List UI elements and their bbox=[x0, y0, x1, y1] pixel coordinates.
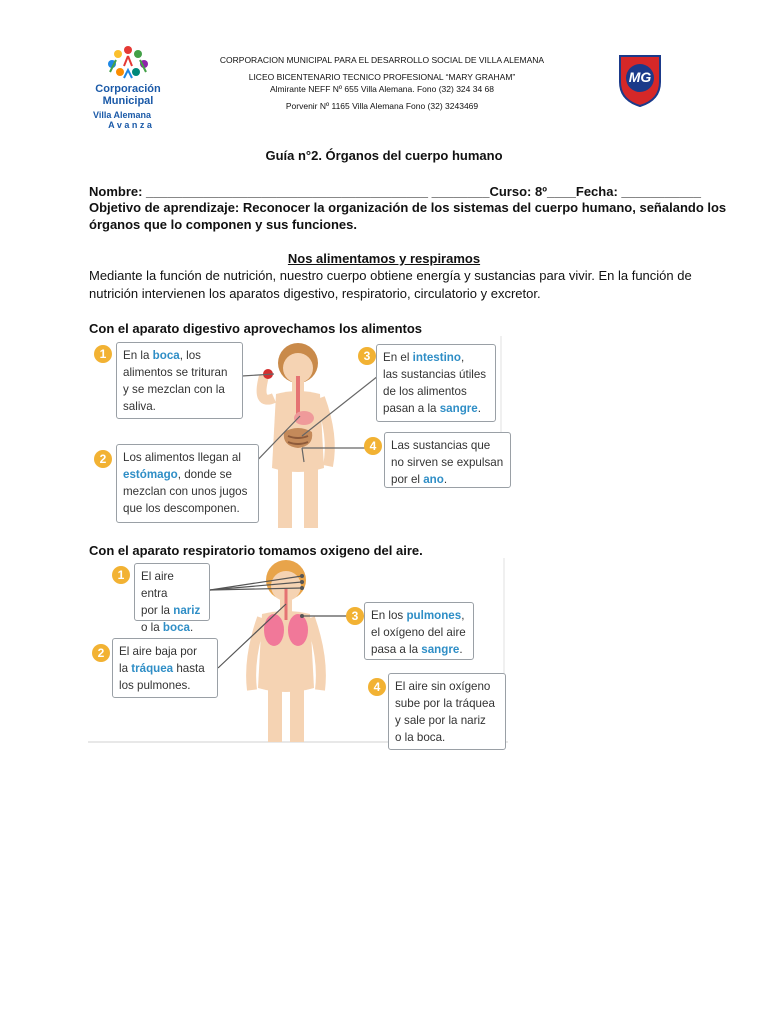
term-nariz: nariz bbox=[173, 604, 201, 617]
term-pulmones: pulmones bbox=[406, 609, 462, 622]
badge-3: 3 bbox=[358, 347, 376, 365]
text: . bbox=[477, 402, 481, 415]
text: , bbox=[461, 609, 465, 622]
text: pasa a la bbox=[371, 643, 422, 656]
header-line-3: Almirante NEFF Nº 655 Villa Alemana. Fono (32) 324 34 68 bbox=[269, 84, 495, 94]
text: El aire baja por bbox=[119, 645, 197, 658]
respiratory-box-4 bbox=[388, 673, 506, 750]
text: . bbox=[459, 643, 463, 656]
text: o la bbox=[141, 621, 163, 634]
logo-line-2: Municipal bbox=[102, 95, 154, 107]
text: , los bbox=[179, 349, 201, 362]
text: alimentos se trituran bbox=[123, 366, 228, 379]
respiratory-box-3 bbox=[364, 602, 474, 660]
text: saliva. bbox=[123, 400, 156, 413]
text: los pulmones. bbox=[119, 679, 191, 692]
term-ano: ano bbox=[423, 473, 444, 486]
header-line-4: Porvenir Nº 1165 Villa Alemana Fono (32) 3243469 bbox=[285, 101, 479, 111]
corporacion-logo bbox=[88, 42, 168, 132]
objective-line-2: órganos que lo componen y sus funciones. bbox=[89, 217, 357, 232]
text: En la bbox=[123, 349, 153, 362]
header-line-2: LICEO BICENTENARIO TECNICO PROFESIONAL “MARY GRAHAM” bbox=[248, 72, 516, 82]
term-estomago: estómago bbox=[123, 468, 178, 481]
intro-line-2: nutrición intervienen los aparatos digestivo, respiratorio, circulatorio y excretor. bbox=[89, 286, 541, 301]
text: o la boca. bbox=[395, 731, 446, 744]
badge-3: 3 bbox=[346, 607, 364, 625]
badge-2: 2 bbox=[92, 644, 110, 662]
respiratory-box-1 bbox=[134, 563, 210, 634]
objective-line-1: Objetivo de aprendizaje: Reconocer la organización de los sistemas del cuerpo humano, señalando los bbox=[89, 200, 727, 215]
page-title: Guía n°2. Órganos del cuerpo humano bbox=[265, 148, 503, 163]
term-sangre: sangre bbox=[439, 402, 478, 415]
digestive-heading: Con el aparato digestivo aprovechamos los alimentos bbox=[89, 321, 423, 336]
badge-1: 1 bbox=[94, 345, 112, 363]
text: de los alimentos bbox=[383, 385, 467, 398]
text: por la bbox=[141, 604, 174, 617]
logo-line-4: A v a n z a bbox=[108, 120, 152, 130]
section-title: Nos alimentamos y respiramos bbox=[287, 251, 481, 266]
text: En los bbox=[371, 609, 407, 622]
text: El aire entra bbox=[141, 570, 174, 600]
text: mezclan con unos jugos bbox=[123, 485, 248, 498]
text: pasan a la bbox=[383, 402, 440, 415]
term-boca: boca bbox=[162, 621, 190, 634]
intro-line-1: Mediante la función de nutrición, nuestro cuerpo obtiene energía y sustancias para vivir. En la función de bbox=[89, 268, 692, 283]
text: El aire sin oxígeno bbox=[395, 680, 491, 693]
term-boca: boca bbox=[152, 349, 180, 362]
text: por el bbox=[391, 473, 424, 486]
term-sangre: sangre bbox=[421, 643, 460, 656]
badge-4: 4 bbox=[368, 678, 386, 696]
text: las sustancias útiles bbox=[383, 368, 487, 381]
text: , donde se bbox=[177, 468, 232, 481]
text: y sale por la nariz bbox=[395, 714, 486, 727]
respiratory-heading: Con el aparato respiratorio tomamos oxigeno del aire. bbox=[89, 543, 423, 558]
digestive-box-3 bbox=[376, 344, 496, 422]
term-intestino: intestino bbox=[412, 351, 461, 364]
people-figures-icon bbox=[88, 42, 168, 87]
badge-1: 1 bbox=[112, 566, 130, 584]
term-traquea: tráquea bbox=[131, 662, 174, 675]
digestive-box-1 bbox=[116, 342, 243, 419]
text: hasta bbox=[173, 662, 205, 675]
respiratory-figure bbox=[88, 558, 518, 750]
text: sube por la tráquea bbox=[395, 697, 495, 710]
shield-text: MG bbox=[628, 69, 652, 85]
respiratory-box-2 bbox=[112, 638, 218, 698]
text: Los alimentos llegan al bbox=[123, 451, 241, 464]
school-shield-logo bbox=[616, 52, 664, 108]
digestive-box-4 bbox=[384, 432, 511, 488]
student-form-line[interactable]: Nombre: _______________________________________ ________Curso: 8º____Fecha: ___________ bbox=[89, 184, 701, 199]
text: , bbox=[460, 351, 465, 364]
text: . bbox=[443, 473, 448, 486]
text: el oxígeno del aire bbox=[371, 626, 466, 639]
badge-4: 4 bbox=[364, 437, 382, 455]
logo-line-3: Villa Alemana bbox=[92, 110, 152, 120]
text: que los descomponen. bbox=[123, 502, 240, 515]
text: la bbox=[119, 662, 132, 675]
header-line-1: CORPORACION MUNICIPAL PARA EL DESARROLLO SOCIAL DE VILLA ALEMANA bbox=[219, 55, 545, 65]
text: . bbox=[189, 621, 194, 634]
badge-2: 2 bbox=[94, 450, 112, 468]
digestive-figure bbox=[88, 336, 518, 528]
text: En el bbox=[383, 351, 413, 364]
text: y se mezclan con la bbox=[123, 383, 225, 396]
digestive-box-2 bbox=[116, 444, 259, 523]
logo-line-1: Corporación bbox=[95, 83, 161, 95]
text: Las sustancias que bbox=[391, 439, 491, 452]
text: no sirven se expulsan bbox=[391, 456, 504, 469]
